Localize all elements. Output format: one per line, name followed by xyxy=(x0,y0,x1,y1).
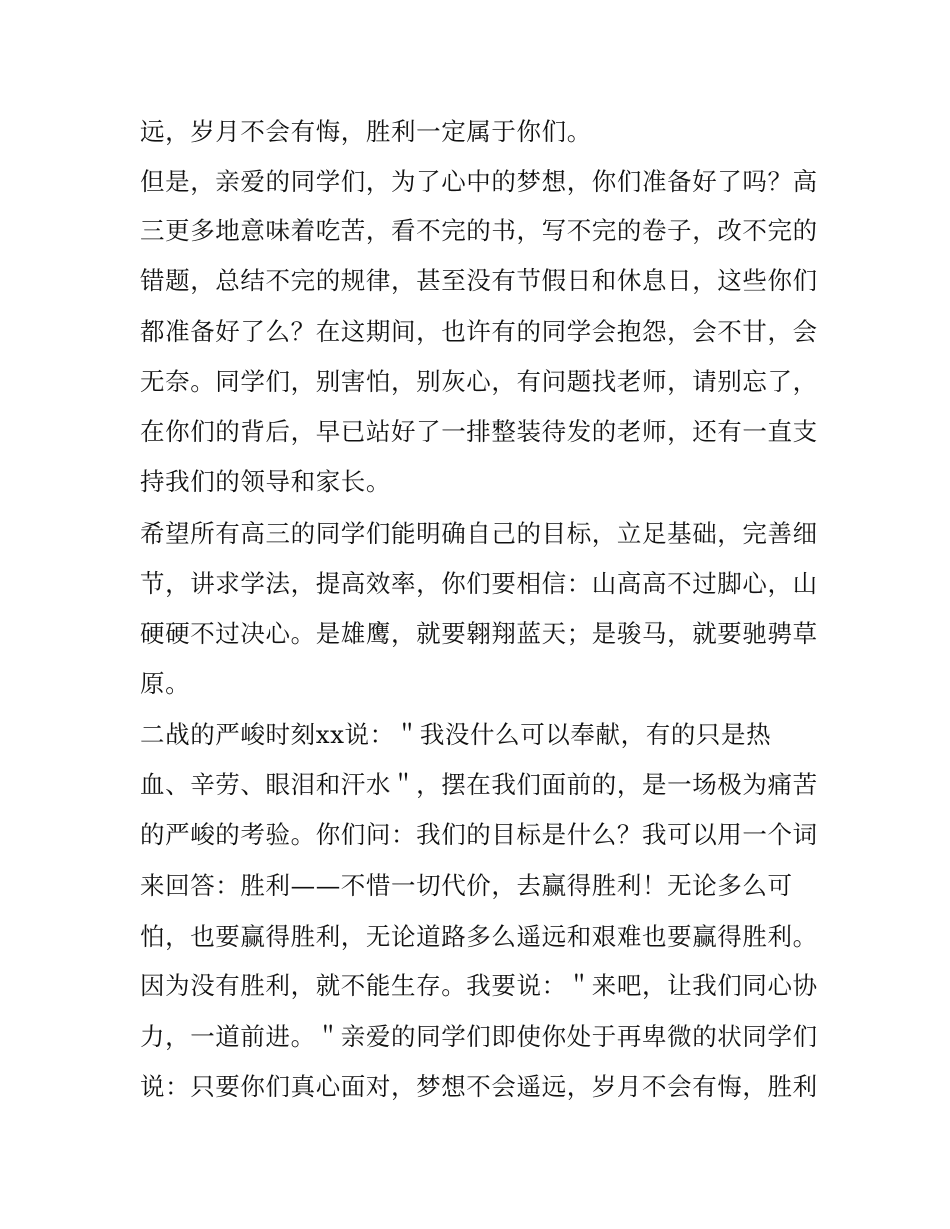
text-line: 硬硬不过决心。是雄鹰，就要翱翔蓝天；是骏马，就要驰骋草 xyxy=(140,619,818,648)
text-line: 节，讲求学法，提高效率，你们要相信：山高高不过脚心，山 xyxy=(140,569,818,598)
text-line: 的严峻的考验。你们问：我们的目标是什么？我可以用一个词 xyxy=(140,820,818,849)
text-line: 持我们的领导和家长。 xyxy=(140,467,391,496)
text-line: 在你们的背后，早已站好了一排整装待发的老师，还有一直支 xyxy=(140,417,818,446)
text-line: 因为没有胜利，就不能生存。我要说：＂来吧，让我们同心协 xyxy=(140,971,818,1000)
text-line: 远，岁月不会有悔，胜利一定属于你们。 xyxy=(140,117,592,146)
text-line: 怕，也要赢得胜利，无论道路多么遥远和艰难也要赢得胜利。 xyxy=(140,922,818,951)
text-line: 无奈。同学们，别害怕，别灰心，有问题找老师，请别忘了， xyxy=(140,367,818,396)
text-line: 血、辛劳、眼泪和汗水＂，摆在我们面前的，是一场极为痛苦 xyxy=(140,770,818,799)
text-line: 二战的严峻时刻xx说：＂我没什么可以奉献，有的只是热 xyxy=(140,720,772,749)
text-line: 错题，总结不完的规律，甚至没有节假日和休息日，这些你们 xyxy=(140,266,818,295)
text-line: 力，一道前进。＂亲爱的同学们即使你处于再卑微的状同学们 xyxy=(140,1022,818,1051)
text-line: 说：只要你们真心面对，梦想不会遥远，岁月不会有悔，胜利 xyxy=(140,1072,818,1101)
text-line: 三更多地意味着吃苦，看不完的书，写不完的卷子，改不完的 xyxy=(140,216,818,245)
text-line: 都准备好了么？在这期间，也许有的同学会抱怨，会不甘，会 xyxy=(140,317,818,346)
text-line: 来回答：胜利——不惜一切代价，去赢得胜利！无论多么可 xyxy=(140,871,793,900)
text-line: 希望所有高三的同学们能明确自己的目标，立足基础，完善细 xyxy=(140,519,818,548)
text-line: 原。 xyxy=(140,669,191,698)
text-line: 但是，亲爱的同学们，为了心中的梦想，你们准备好了吗？高 xyxy=(140,167,818,196)
